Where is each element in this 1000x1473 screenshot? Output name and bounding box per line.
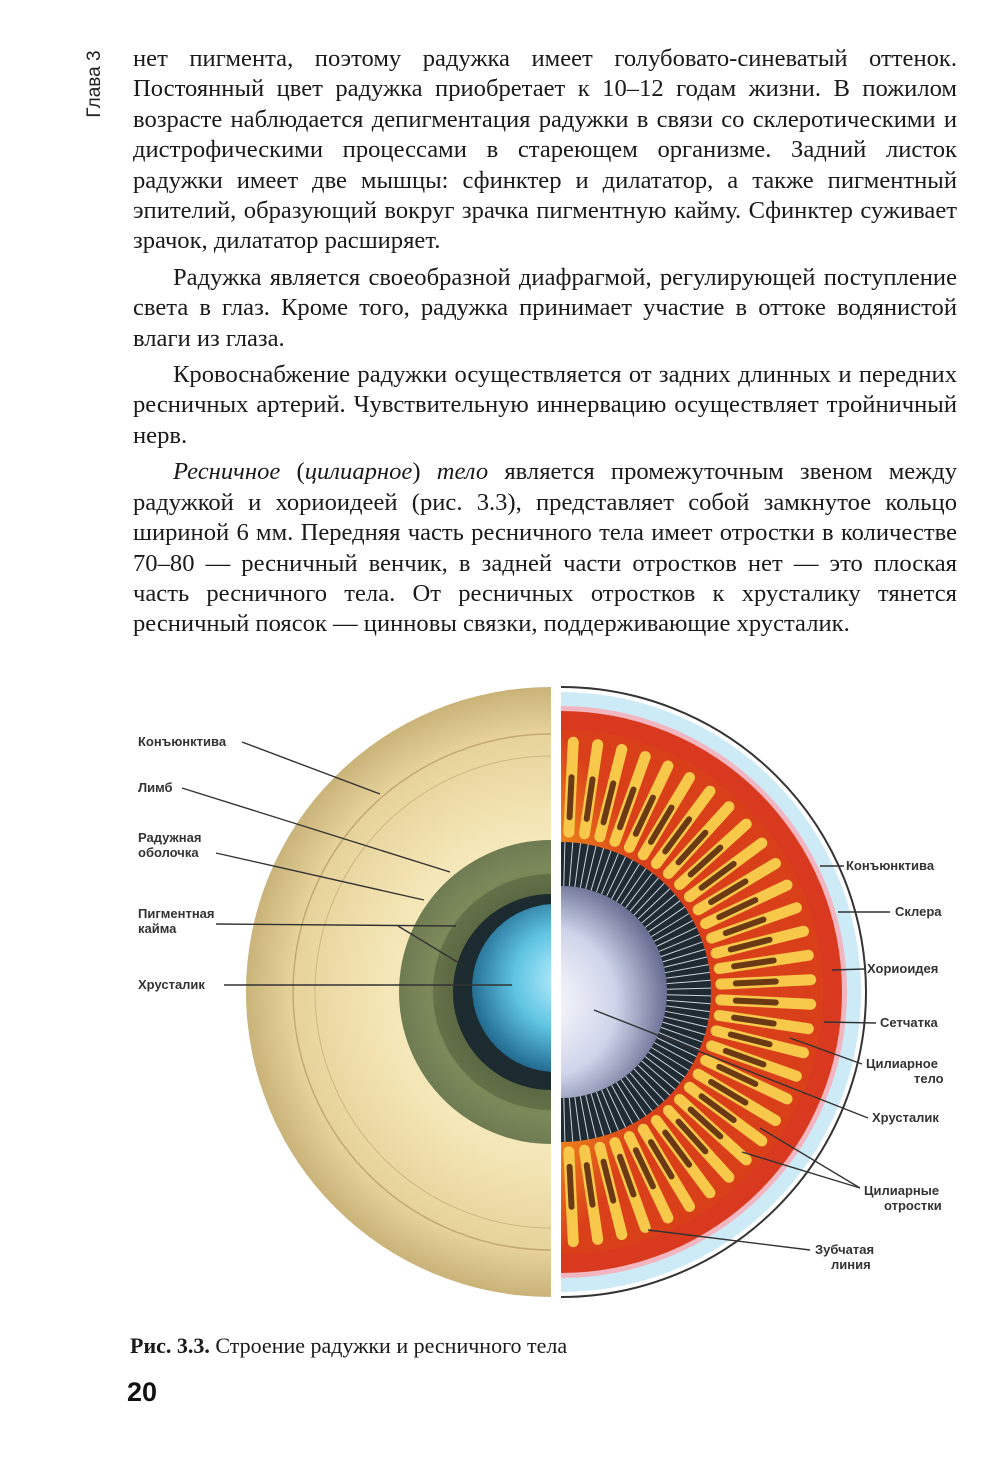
page-number: 20 xyxy=(127,1377,158,1407)
label-sclera: Склера xyxy=(895,904,942,919)
paragraph-4-part-6: является промежуточным звеном между радужкой и хориоидеей (рис. 3.3), представляет собой замкнутое кольцо шириной 6 мм. Передняя часть ресничного тела имеет отростки в количестве 70–80 — ресничный венчик, в задней части отростков нет — это плоская часть ресничного тела. От ресничных отростков к хрусталику тянется ресничный поясок — цинновы связки, поддерживающие хрусталик. xyxy=(133,458,958,638)
paragraph-4-part-2: ( xyxy=(280,458,305,486)
paragraph-3-part-1: Кровоснабжение радужки осуществляется от задних длинных и передних ресничных артерий. Чувствительную иннервацию осуществляет тройничный нерв. xyxy=(133,361,957,449)
paragraph-1-part-1: нет пигмента, поэтому радужка имеет голубовато-синеватый оттенок. Постоянный цвет радужка приобретает к 10–12 годам жизни. В пожилом возрасте наблюдается депигментация радужки в связи со склеротическими и дистрофическими процессами в стареющем организме. Задний листок радужки имеет две мышцы: сфинктер и дилататор, а также пигментный эпителий, образующий вокруг зрачка пигментную кайму. Сфинктер суживает зрачок, дилататор расширяет. xyxy=(133,45,957,255)
label-ora-2: линия xyxy=(831,1257,871,1272)
paragraph-4-part-5: тело xyxy=(436,458,489,486)
caption-text: Строение радужки и ресничного тела xyxy=(209,1333,568,1358)
paragraph-3 xyxy=(133,360,957,451)
label-ora-1: Зубчатая xyxy=(815,1242,875,1257)
label-ciliary-processes-1: Цилиарные xyxy=(864,1183,940,1198)
label-conjunctiva-right: Конъюнктива xyxy=(846,858,935,873)
label-ciliary-body-1: Цилиарное xyxy=(866,1056,938,1071)
ciliary-process-core xyxy=(736,981,776,983)
eye-diagram xyxy=(120,680,980,1320)
label-lens-left: Хрусталик xyxy=(138,977,205,992)
label-conjunctiva-left: Конъюнктива xyxy=(138,734,227,749)
label-iris-2: оболочка xyxy=(138,845,199,860)
paragraph-4-part-1: Ресничное xyxy=(173,458,281,486)
figure-eye-structure xyxy=(120,680,980,1320)
label-iris-1: Радужная xyxy=(138,830,202,845)
label-retina: Сетчатка xyxy=(880,1015,938,1030)
label-lens-right: Хрусталик xyxy=(872,1110,939,1125)
label-ciliary-processes-2: отростки xyxy=(884,1198,942,1213)
paragraph-2 xyxy=(133,263,957,354)
body-text xyxy=(133,44,957,646)
paragraph-4-part-3: цилиарное xyxy=(304,458,413,486)
label-ciliary-body-2: тело xyxy=(914,1071,944,1086)
ciliary-process-core xyxy=(736,1001,776,1003)
caption-number: Рис. 3.3. xyxy=(130,1333,210,1358)
ciliary-process-core xyxy=(570,777,572,817)
figure-caption xyxy=(130,1333,950,1359)
running-head xyxy=(84,48,124,128)
paragraph-2-part-1: Радужка является своеобразной диафрагмой, регулирующей поступление света в глаз. Кроме того, радужка принимает участие в оттоке водянистой влаги из глаза. xyxy=(133,263,957,352)
paragraph-1 xyxy=(133,44,957,257)
ciliary-process-core xyxy=(570,1167,572,1207)
label-pigment-1: Пигментная xyxy=(138,906,215,921)
chapter-label: Глава 3 xyxy=(84,50,105,118)
label-choroid: Хориоидея xyxy=(867,961,939,976)
paragraph-4 xyxy=(133,457,957,639)
label-limbus: Лимб xyxy=(138,780,173,795)
paragraph-4-part-4: ) xyxy=(412,458,437,486)
label-pigment-2: кайма xyxy=(138,921,177,936)
